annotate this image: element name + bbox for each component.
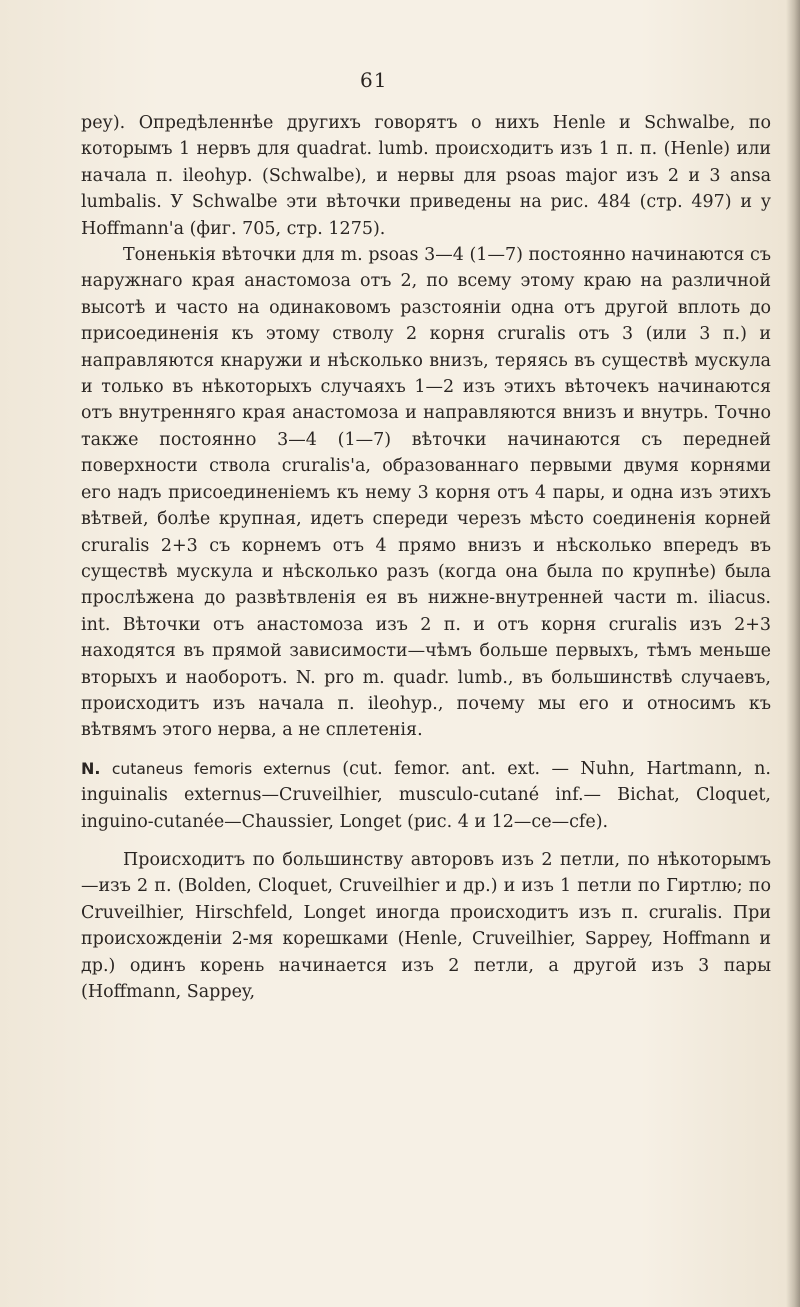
section-synonyms: (cut. femor. ant. ext. — Nuhn, Hartmann, n. inguinalis externus—Cruveilhier, musculo-cutané inf.— Bichat, Cloquet, inguino-cutanée—Chaussier, Longet (рис. 4 и 12—ce—cfe). — [81, 758, 771, 832]
book-spine-shadow — [786, 0, 800, 1307]
paragraph-1: реу). Опредѣленнѣе другихъ говорятъ о нихъ Henle и Schwalbe, по которымъ 1 нервъ для quadrat. lumb. происходитъ изъ 1 п. п. (Henle) или начала п. ileohyp. (Schwalbe), и нервы для psoas major изъ 2 и 3 ansa lumbalis. У Schwalbe эти вѣточки приведены на рис. 484 (стр. 497) и у Hoffmann'а (фиг. 705, стр. 1275). — [81, 113, 771, 239]
body-text — [81, 110, 771, 1005]
section-label: N. — [81, 758, 101, 778]
paragraph-4: Происходитъ по большинству авторовъ изъ 2 петли, по нѣкоторымъ—изъ 2 п. (Bolden, Cloquet, Cruveilhier и др.) и изъ 1 петли по Гиртлю; по Cruveilhier, Hirschfeld, Longet иногда происходитъ изъ п. cruralis. При происхожденіи 2-мя корешками (Henle, Cruveilhier, Sappey, Hoffmann и др.) одинъ корень начинается изъ 2 петли, а другой изъ 3 пары (Hoffmann, Sappey, — [81, 849, 771, 1002]
paragraph-3 — [81, 756, 771, 835]
paragraph-2: Тоненькія вѣточки для m. psoas 3—4 (1—7) постоянно начинаются съ наружнаго края анастомоза отъ 2, по всему этому краю на различной высотѣ и часто на одинаковомъ разстояніи одна отъ другой вплоть до присоединенія къ этому стволу 2 корня cruralis отъ 3 (или 3 п.) и направляются кнаружи и нѣсколько внизъ, теряясь въ существѣ мускула и только въ нѣкоторыхъ случаяхъ 1—2 изъ этихъ вѣточекъ начинаются отъ внутренняго края анастомоза и направляются внизъ и внутрь. Точно также постоянно 3—4 (1—7) вѣточки начинаются съ передней поверхности ствола cruralis'а, образованнаго первыми двумя корнями его надъ присоединеніемъ къ нему 3 корня отъ 4 пары, и одна изъ этихъ вѣтвей, болѣе крупная, идетъ спереди черезъ мѣсто соединенія корней cruralis 2+3 съ корнемъ отъ 4 прямо внизъ и нѣсколько впередъ въ существѣ мускула и нѣсколько разъ (когда она была по крупнѣе) была прослѣжена до развѣтвленія ея въ нижне-внутренней части m. iliacus. int. Вѣточки отъ анастомоза изъ 2 п. и отъ корня cruralis изъ 2+3 находятся въ прямой зависимости—чѣмъ больше первыхъ, тѣмъ меньше вторыхъ и наоборотъ. N. pro m. quadr. lumb., въ большинствѣ случаевъ, происходитъ изъ начала п. ileohyp., почему мы его и относимъ къ вѣтвямъ этого нерва, а не сплетенія. — [81, 245, 771, 741]
section-heading: cutaneus femoris externus — [111, 759, 331, 778]
page-number: 61 — [360, 68, 388, 92]
